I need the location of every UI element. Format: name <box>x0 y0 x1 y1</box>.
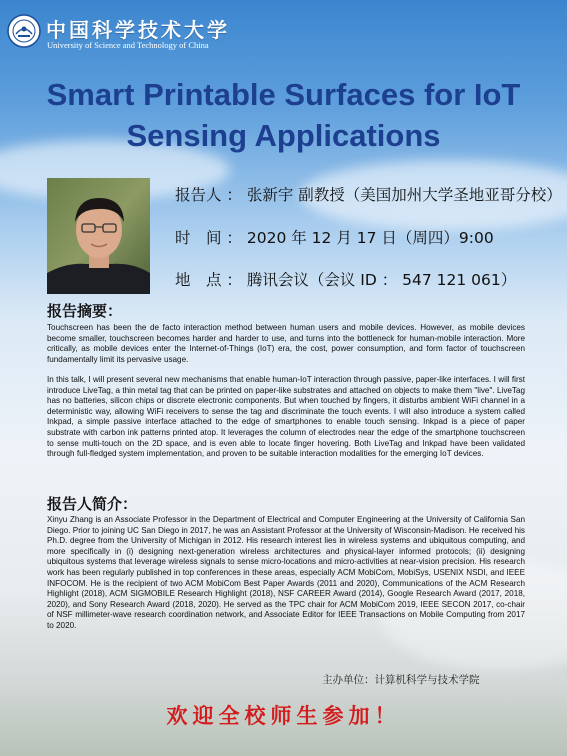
abstract-heading: 报告摘要： <box>47 302 123 320</box>
abstract-paragraph-1: Touchscreen has been the de facto interaction method between human users and mobile devices. However, as mobile devices become smaller, touchscreen becomes harder and harder to use, and turns into the bottleneck for human-mobile interaction. More critically, as mobile devices enter the Internet-of-Things (IoT) era, the cost, power consumption, and form factor of touchscreen fundamentally limit its pervasive usage. <box>47 323 525 364</box>
title-line-1: Smart Printable Surfaces for IoT <box>46 77 521 112</box>
host-organization: 主办单位：计算机科学与技术学院 <box>322 674 480 686</box>
location-row <box>175 268 516 290</box>
university-name-chinese: 中国科学技术大学 <box>46 18 230 42</box>
speaker-value: 张新宇 副教授（美国加州大学圣地亚哥分校） <box>246 186 562 204</box>
university-name-english: University of Science and Technology of China <box>47 40 209 50</box>
location-label: 地 点 ： <box>175 271 242 289</box>
university-seal-icon <box>7 14 41 48</box>
speaker-row <box>175 183 562 205</box>
abstract-paragraph-2: In this talk, I will present several new mechanisms that enable human-IoT interaction through passive, paper-like interfaces. I will first introduce LiveTag, a thin metal tag that can be printed on paper-like substrates and attached on objects to make them "live". LiveTag has no batteries, silicon chips or discrete electronic components. But when touched by fingers, it disturbs ambient WiFi channel in a deterministic way, allowing WiFi receivers to sense the tag and discriminate the touch events. I will also introduce a system called Inkpad, a simple passive interface attached to the edge of smartphones to enable touch sensing. Inkpad is a piece of paper substrate with carbon ink patterns printed atop. It leverages the column of electrodes near the edge of the smartphone touchscreen to sense multi-touch on the 2D space, and is even able to locate finger hovering. Both LiveTag and Inkpad have been validated through full-fledged system implementation, and proven to be suitable interaction modalities for the emerging IoT devices. <box>47 375 525 459</box>
speaker-label: 报告人 ： <box>175 186 242 204</box>
welcome-banner: 欢迎全校师生参加！ <box>166 703 401 728</box>
time-row <box>175 226 494 248</box>
title-line-2: Sensing Applications <box>126 118 441 153</box>
time-value: 2020 年 12 月 17 日（周四）9:00 <box>246 229 494 247</box>
bio-paragraph: Xinyu Zhang is an Associate Professor in the Department of Electrical and Computer Engineering at the University of California San Diego. Prior to joining UC San Diego in 2017, he was an Assistant Professor at the University of Wisconsin-Madison. He received his Ph.D. degree from the University of Michigan in 2012. His research interest lies in wireless systems and ubiquitous computing, and more specifically in (i) designing next-generation wireless architectures and physical-layer informed protocols; (ii) designing ubiquitous systems that leverage wireless signals to sense micro-locations and micro-activities at near-vision precision. His research work has been regularly published in top conferences in these areas, especially ACM MobiCom, MobiSys, USENIX NSDI, and IEEE INFOCOM. He is the recipient of two ACM MobiCom Best Paper Awards (2011 and 2020), Communications of the ACM Research Highlight (2018), ACM SIGMOBILE Research Highlight (2018), NSF CAREER Award (2014), Google Research Award (2017, 2018, 2020), and Sony Research Award (2018, 2020). He served as the TPC chair for ACM MobiCom 2019, IEEE SECON 2017, co-chair of NSF millimeter-wave research coordination network, and Associate Editor for IEEE Transactions on Mobile Computing from 2017 to 2020. <box>47 515 525 630</box>
bio-heading: 报告人简介： <box>47 495 138 513</box>
speaker-photo <box>47 178 150 294</box>
location-value: 腾讯会议（会议 ID ： 547 121 061） <box>246 271 517 289</box>
talk-title <box>20 74 547 156</box>
time-label: 时 间 ： <box>175 229 242 247</box>
